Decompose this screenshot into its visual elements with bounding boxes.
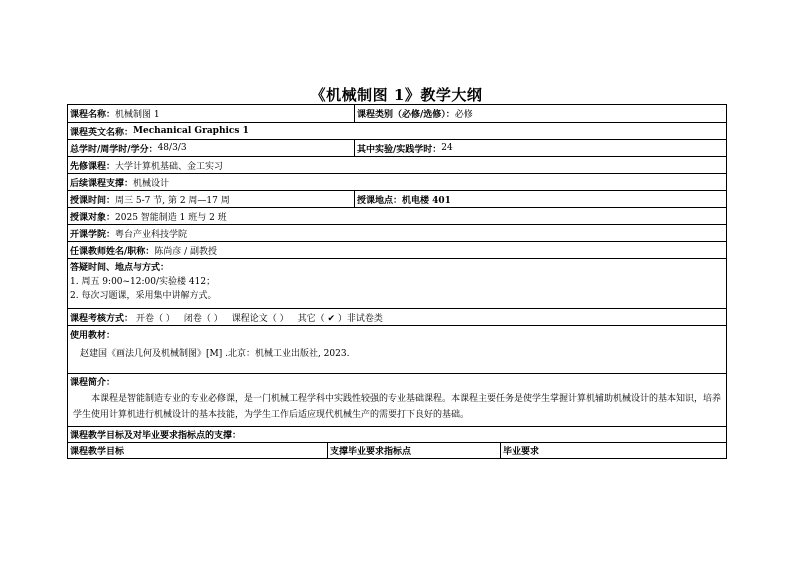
row-intro: [68, 373, 726, 426]
exam-cell: [68, 309, 726, 325]
lab-hours-label: 其中实验/实践学时：: [357, 144, 442, 155]
hours-value: 48/3/3: [157, 143, 187, 153]
col-requirement-header: [500, 443, 726, 458]
row-goals-support: [68, 426, 726, 442]
col-goal-label: 课程教学目标: [70, 447, 125, 457]
goals-support-label: 课程教学目标及对毕业要求指标点的支撑：: [70, 431, 242, 441]
textbook-cell: [68, 326, 726, 373]
row-exam: [68, 308, 726, 325]
goals-support-cell: [68, 427, 726, 442]
college-cell: [68, 225, 726, 241]
lab-hours-value: 24: [441, 143, 453, 153]
followup-value: 机械设计: [133, 178, 170, 189]
college-label: 开课学院：: [70, 229, 116, 240]
college-value: 粤台产业科技学院: [115, 229, 188, 240]
audience-label: 授课对象：: [70, 212, 116, 223]
row-time-place: [68, 190, 726, 207]
row-qa: [68, 258, 726, 308]
exam-option-paper: 课程论文（ ）: [231, 313, 289, 324]
prereq-label: 先修课程：: [70, 161, 116, 172]
followup-label: 后续课程支撑：: [70, 178, 134, 189]
row-goals-header: [68, 442, 726, 458]
course-name-value: 机械制图 1: [115, 110, 160, 120]
teacher-label: 任课教师姓名/职称：: [70, 246, 155, 257]
row-prereq: [68, 156, 726, 173]
col-requirement-label: 毕业要求: [503, 447, 540, 457]
exam-option-open: 开卷（ ）: [136, 313, 175, 324]
qa-line-1: 1. 周五 9:00~12:00/实验楼 412；: [70, 277, 216, 287]
exam-option-other: 其它（ ✔ ）非试卷类: [297, 313, 383, 324]
course-type-cell: [354, 105, 726, 122]
qa-line-2: 2. 每次习题课，采用集中讲解方式。: [70, 291, 217, 301]
row-followup: [68, 173, 726, 190]
audience-value: 2025 智能制造 1 班与 2 班: [115, 212, 227, 223]
place-cell: [354, 191, 726, 207]
textbook-value: 赵建国《画法几何及机械制图》[M] .北京：机械工业出版社, 2023.: [80, 349, 350, 359]
course-name-cell: [68, 105, 354, 122]
course-en-cell: [68, 123, 726, 139]
prereq-cell: [68, 157, 726, 173]
row-course-name: [68, 105, 726, 122]
intro-label: 课程简介：: [70, 378, 116, 388]
qa-label: 答疑时间、地点与方式：: [70, 263, 170, 273]
audience-cell: [68, 208, 726, 224]
page-title: 《机械制图 1》教学大纲: [310, 86, 483, 104]
exam-label: 课程考核方式：: [70, 313, 134, 324]
lab-hours-cell: [354, 140, 726, 156]
row-course-en: [68, 122, 726, 139]
intro-cell: [68, 374, 726, 426]
prereq-value: 大学计算机基础、金工实习: [115, 161, 224, 172]
course-type-value: 必修: [454, 110, 473, 120]
course-en-value: Mechanical Graphics 1: [133, 126, 249, 136]
course-name-label: 课程名称：: [70, 110, 116, 120]
course-en-label: 课程英文名称：: [70, 127, 134, 138]
followup-cell: [68, 174, 726, 190]
teacher-value: 陈尚彦 / 副教授: [154, 246, 218, 257]
time-cell: [68, 191, 354, 207]
course-type-label: 课程类别（必修/选修）：: [357, 110, 455, 120]
row-hours: [68, 139, 726, 156]
hours-cell: [68, 140, 354, 156]
row-audience: [68, 207, 726, 224]
time-label: 授课时间：: [70, 195, 116, 206]
row-teacher: [68, 241, 726, 258]
textbook-label: 使用教材：: [70, 331, 116, 341]
hours-label: 总学时/周学时/学分：: [70, 144, 158, 155]
exam-option-closed: 闭卷（ ）: [183, 313, 223, 324]
col-indicator-label: 支撑毕业要求指标点: [330, 447, 412, 457]
syllabus-table: [67, 104, 727, 459]
intro-text: 本课程是智能制造专业的专业必修课，是一门机械工程学科中实践性较强的专业基础课程。本课程主要任务是使学生掌握计算机辅助机械设计的基本知识，培养学生使用计算机进行机械设计的基本技能，为学生工作后适应现代机械生产的需要打下良好的基础。: [73, 394, 722, 420]
teacher-cell: [68, 242, 726, 258]
place-label: 授课地点：: [357, 195, 403, 206]
row-college: [68, 224, 726, 241]
place-value: 机电楼 401: [402, 195, 451, 206]
time-value: 周三 5-7 节, 第 2 周—17 周: [115, 195, 230, 206]
col-indicator-header: [327, 443, 500, 458]
row-textbook: [68, 325, 726, 373]
col-goal-header: [68, 443, 327, 458]
qa-cell: [68, 259, 726, 308]
